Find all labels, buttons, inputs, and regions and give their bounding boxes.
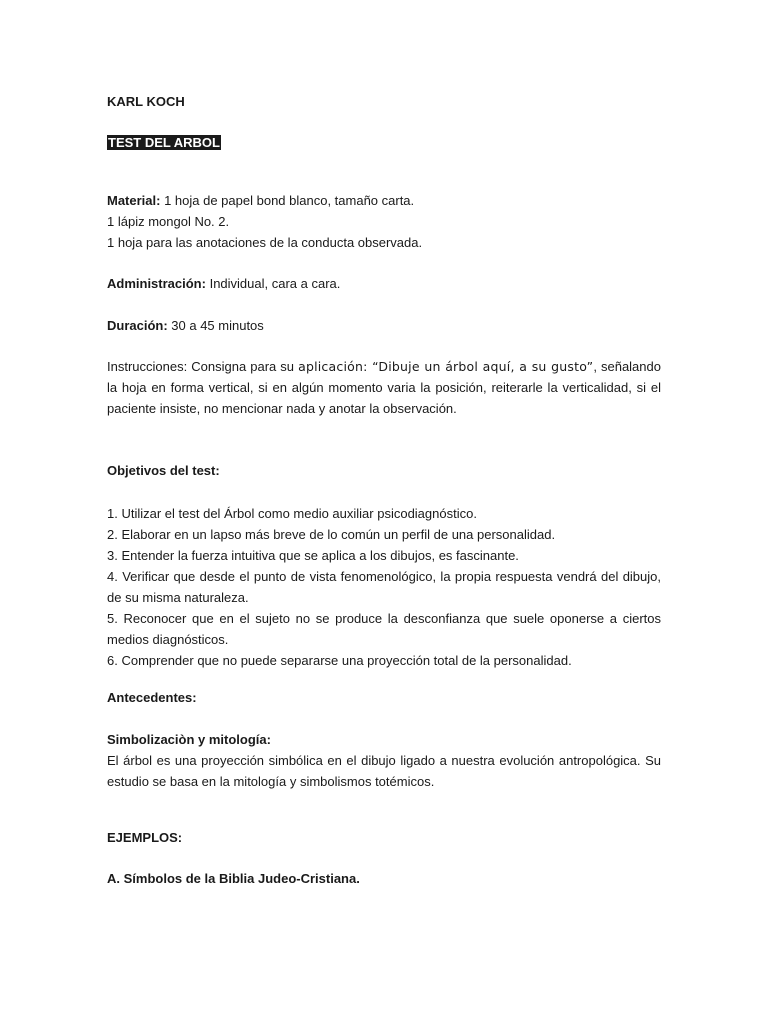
title-highlight: TEST DEL ARBOL <box>108 135 220 150</box>
objetivo-item: 4. Verificar que desde el punto de vista fenomenológico, la propia respuesta vendrá del dibujo, de su misma naturaleza. <box>107 569 661 605</box>
author-name: KARL KOCH <box>107 94 185 109</box>
duracion-line <box>107 318 264 334</box>
objetivo-item: 6. Comprender que no puede separarse una proyección total de la personalidad. <box>107 653 572 668</box>
instrucciones-quote: aplicación: “Dibuje un árbol aquí, a su gusto” <box>298 359 594 374</box>
ejemplos-subheading: A. Símbolos de la Biblia Judeo-Cristiana. <box>107 871 360 886</box>
material-line-3: 1 hoja para las anotaciones de la conducta observada. <box>107 235 423 250</box>
administracion-line <box>107 276 340 292</box>
instrucciones-lead: Instrucciones: Consigna para su <box>107 359 299 374</box>
objetivo-item: 1. Utilizar el test del Árbol como medio auxiliar psicodiagnóstico. <box>107 506 477 521</box>
objetivo-item: 5. Reconocer que en el sujeto no se produce la desconfianza que suele oponerse a ciertos medios diagnósticos. <box>107 611 661 647</box>
antecedentes-heading: Antecedentes: <box>107 690 197 705</box>
material-label: Material: <box>107 193 161 208</box>
objetivo-item: 3. Entender la fuerza intuitiva que se aplica a los dibujos, es fascinante. <box>107 548 519 563</box>
administracion-label: Administración: <box>107 276 206 291</box>
objetivo-item: 2. Elaborar en un lapso más breve de lo común un perfil de una personalidad. <box>107 527 556 542</box>
material-line-2: 1 lápiz mongol No. 2. <box>107 214 230 229</box>
administracion-value: Individual, cara a cara. <box>205 276 341 291</box>
instrucciones-rest: , señalando la hoja en forma vertical, si en algún momento varia la posición, reiterarle la verticalidad, si el paciente insiste, no mencionar nada y anotar la observación. <box>107 359 661 416</box>
material-value: 1 hoja de papel bond blanco, tamaño carta. <box>160 193 415 208</box>
instrucciones-paragraph <box>107 356 661 419</box>
ejemplos-heading: EJEMPLOS: <box>107 830 183 845</box>
document-title <box>107 135 221 151</box>
duracion-label: Duración: <box>107 318 168 333</box>
material-line-1 <box>107 193 414 209</box>
objetivos-list <box>107 503 661 671</box>
duracion-value: 30 a 45 minutos <box>167 318 264 333</box>
simbolizacion-paragraph: El árbol es una proyección simbólica en el dibujo ligado a nuestra evolución antropológica. Su estudio se basa en la mitología y simbolismos totémicos. <box>107 753 661 789</box>
simbolizacion-heading: Simbolizaciòn y mitología: <box>107 732 271 747</box>
objetivos-heading: Objetivos del test: <box>107 463 220 478</box>
